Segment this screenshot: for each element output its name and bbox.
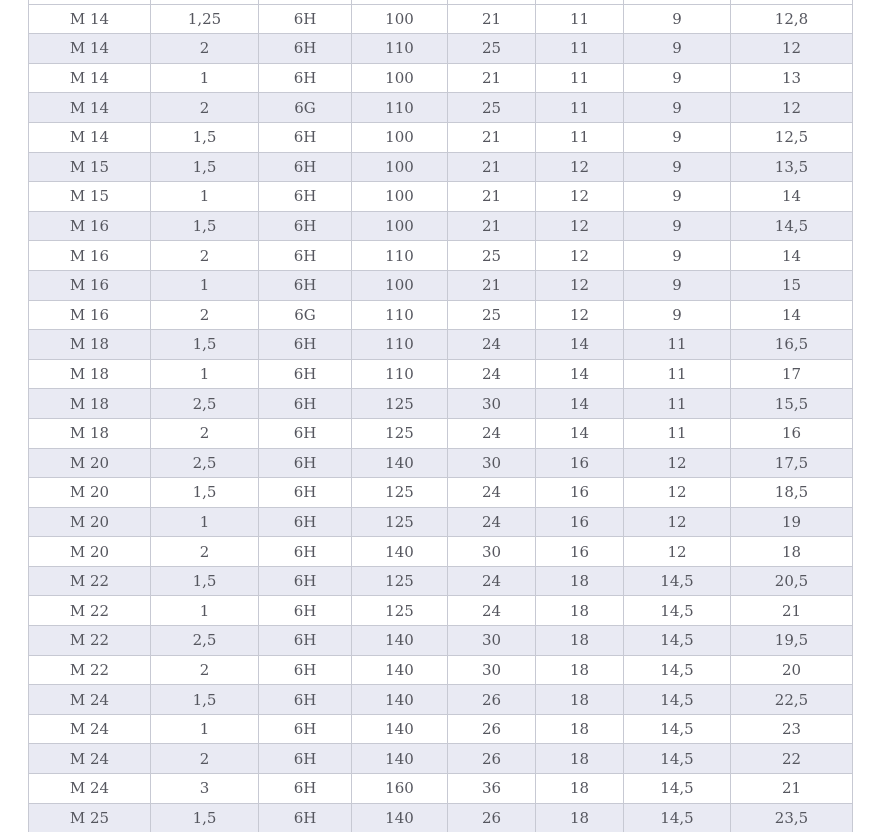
table-cell: M 16 [29, 270, 151, 300]
table-cell: 1 [151, 182, 259, 212]
table-cell: 9 [624, 63, 731, 93]
table-cell: 110 [352, 241, 448, 271]
table-cell: M 16 [29, 241, 151, 271]
table-cell: 13,5 [731, 152, 853, 182]
table-cell: 2,5 [151, 448, 259, 478]
table-cell: 6H [259, 211, 352, 241]
table-cell: 18 [536, 744, 624, 774]
table-cell: 6H [259, 182, 352, 212]
table-cell: 2 [151, 537, 259, 567]
table-cell: 14,5 [731, 211, 853, 241]
table-cell: 6H [259, 4, 352, 34]
table-cell: 26 [448, 744, 536, 774]
table-row [29, 300, 853, 330]
table-cell: 6H [259, 448, 352, 478]
table-cell: 15 [731, 270, 853, 300]
table-cell: 20,5 [731, 566, 853, 596]
table-cell: 6H [259, 626, 352, 656]
table-cell: 14,5 [624, 714, 731, 744]
table-row [29, 93, 853, 123]
table-cell: 24 [448, 507, 536, 537]
table-cell: M 14 [29, 93, 151, 123]
table-cell: 18 [536, 714, 624, 744]
table-cell: 1 [151, 63, 259, 93]
table-cell: 30 [448, 537, 536, 567]
table-cell: 12 [624, 537, 731, 567]
table-cell: 14,5 [624, 685, 731, 715]
table-cell: 19 [731, 507, 853, 537]
table-cell: 1 [151, 270, 259, 300]
table-cell: 9 [624, 211, 731, 241]
table-cell: 18 [731, 537, 853, 567]
table-cell: 100 [352, 211, 448, 241]
table-cell: 25 [448, 93, 536, 123]
table-cell: M 16 [29, 211, 151, 241]
table-cell: 2,5 [151, 626, 259, 656]
table-cell: 16 [536, 537, 624, 567]
table-cell: 11 [536, 122, 624, 152]
table-cell: M 20 [29, 537, 151, 567]
table-cell: M 24 [29, 714, 151, 744]
table-cell: 140 [352, 685, 448, 715]
table-cell: 6G [259, 300, 352, 330]
table-cell: M 24 [29, 744, 151, 774]
table-cell: 1,5 [151, 330, 259, 360]
table-row [29, 359, 853, 389]
table-cell: 1,5 [151, 566, 259, 596]
table-cell: 23 [731, 714, 853, 744]
table-cell: 100 [352, 270, 448, 300]
table-cell: 6H [259, 655, 352, 685]
table-cell: 11 [536, 63, 624, 93]
table-cell: 2 [151, 241, 259, 271]
table-cell: 18 [536, 596, 624, 626]
table-cell: 21 [448, 182, 536, 212]
table-cell: 140 [352, 448, 448, 478]
table-cell: 25 [448, 241, 536, 271]
table-cell: 12 [624, 448, 731, 478]
table-cell: 6H [259, 241, 352, 271]
table-cell: 14,5 [624, 626, 731, 656]
table-cell: 12 [536, 211, 624, 241]
table-row [29, 626, 853, 656]
table-cell: 21 [448, 211, 536, 241]
table-cell: 9 [624, 122, 731, 152]
table-cell: 125 [352, 478, 448, 508]
table-cell: 100 [352, 122, 448, 152]
table-cell: 6H [259, 330, 352, 360]
table-cell: 12 [731, 34, 853, 64]
table-cell: 140 [352, 803, 448, 832]
table-cell: 9 [624, 4, 731, 34]
table-cell: 6H [259, 537, 352, 567]
table-cell: 6H [259, 34, 352, 64]
table-cell: 1,5 [151, 211, 259, 241]
table-cell: 30 [448, 448, 536, 478]
table-cell: 14,5 [624, 803, 731, 832]
table-cell: M 22 [29, 566, 151, 596]
table-cell: 1 [151, 507, 259, 537]
table-cell: 22,5 [731, 685, 853, 715]
table-cell: 11 [536, 93, 624, 123]
table-cell: 125 [352, 596, 448, 626]
table-cell: M 14 [29, 34, 151, 64]
table-cell: M 20 [29, 448, 151, 478]
table-row [29, 34, 853, 64]
table-cell: 12,5 [731, 122, 853, 152]
table-cell: 9 [624, 241, 731, 271]
table-cell: 11 [536, 4, 624, 34]
table-cell: 6G [259, 93, 352, 123]
table-cell: 12 [536, 152, 624, 182]
table-cell: 14,5 [624, 774, 731, 804]
table-cell: 24 [448, 478, 536, 508]
table-row [29, 685, 853, 715]
table-cell: M 25 [29, 803, 151, 832]
table-cell: 18 [536, 566, 624, 596]
table-cell: 6H [259, 152, 352, 182]
table-row [29, 182, 853, 212]
table-cell: 110 [352, 330, 448, 360]
table-body [29, 0, 853, 832]
table-cell: 1 [151, 359, 259, 389]
table-cell: 14 [536, 330, 624, 360]
table-cell: 160 [352, 774, 448, 804]
table-cell: 1,25 [151, 4, 259, 34]
table-cell: 25 [448, 300, 536, 330]
table-cell: 24 [448, 359, 536, 389]
table-cell: M 15 [29, 152, 151, 182]
table-cell: 24 [448, 566, 536, 596]
table-cell: 21 [448, 4, 536, 34]
table-cell: 140 [352, 655, 448, 685]
table-cell: 17,5 [731, 448, 853, 478]
table-cell: 12 [731, 93, 853, 123]
table-cell: 14 [536, 359, 624, 389]
table-row [29, 389, 853, 419]
table-cell: 14 [731, 241, 853, 271]
table-cell: 6H [259, 122, 352, 152]
table-cell: 14 [731, 182, 853, 212]
table-cell: 6H [259, 359, 352, 389]
table-row [29, 803, 853, 832]
table-cell: 12 [536, 241, 624, 271]
table-cell: 6H [259, 389, 352, 419]
table-cell: 11 [536, 34, 624, 64]
table-cell: 26 [448, 685, 536, 715]
table-cell: 11 [624, 418, 731, 448]
table-cell: 6H [259, 478, 352, 508]
table-cell: 140 [352, 537, 448, 567]
table-cell: 21 [448, 63, 536, 93]
table-cell: 2,5 [151, 389, 259, 419]
table-cell: M 16 [29, 300, 151, 330]
table-cell: 23,5 [731, 803, 853, 832]
table-cell: 125 [352, 566, 448, 596]
table-cell: 2 [151, 300, 259, 330]
table-cell: 30 [448, 655, 536, 685]
table-row [29, 744, 853, 774]
table-cell: 20 [731, 655, 853, 685]
table-cell: 125 [352, 389, 448, 419]
table-cell: 110 [352, 359, 448, 389]
table-row [29, 478, 853, 508]
table-cell: 9 [624, 182, 731, 212]
table-cell: 140 [352, 744, 448, 774]
table-cell: M 18 [29, 359, 151, 389]
table-cell: M 18 [29, 330, 151, 360]
table-cell: 9 [624, 270, 731, 300]
table-cell: 16 [731, 418, 853, 448]
table-cell: M 22 [29, 655, 151, 685]
table-row [29, 537, 853, 567]
table-cell: 9 [624, 34, 731, 64]
table-cell: 18 [536, 655, 624, 685]
table-cell: 125 [352, 507, 448, 537]
table-cell: 22 [731, 744, 853, 774]
table-cell: 21 [448, 152, 536, 182]
table-row [29, 774, 853, 804]
table-cell: 26 [448, 714, 536, 744]
table-cell: 21 [448, 122, 536, 152]
table-cell: M 20 [29, 478, 151, 508]
table-cell: 6H [259, 566, 352, 596]
table-row [29, 418, 853, 448]
table-cell: M 24 [29, 685, 151, 715]
table-row [29, 507, 853, 537]
table-row [29, 566, 853, 596]
table-cell: 1,5 [151, 685, 259, 715]
table-cell: 2 [151, 655, 259, 685]
table-cell: 13 [731, 63, 853, 93]
table-cell: 2 [151, 34, 259, 64]
table-cell: 36 [448, 774, 536, 804]
table-cell: 1,5 [151, 122, 259, 152]
table-cell: 6H [259, 596, 352, 626]
table-cell: 1,5 [151, 152, 259, 182]
table-cell: 1 [151, 714, 259, 744]
table-cell: M 15 [29, 182, 151, 212]
table-cell: 14 [731, 300, 853, 330]
table-cell: 1 [151, 596, 259, 626]
table-cell: 30 [448, 389, 536, 419]
table-cell: 9 [624, 93, 731, 123]
table-cell: 25 [448, 34, 536, 64]
table-cell: M 20 [29, 507, 151, 537]
table-cell: 2 [151, 418, 259, 448]
table-cell: 1,5 [151, 478, 259, 508]
table-cell: 17 [731, 359, 853, 389]
table-cell: 100 [352, 4, 448, 34]
table-cell: 14 [536, 389, 624, 419]
table-cell: M 22 [29, 596, 151, 626]
table-row [29, 152, 853, 182]
table-cell: 24 [448, 330, 536, 360]
table-cell: 11 [624, 359, 731, 389]
table-cell: 18 [536, 774, 624, 804]
table-row [29, 448, 853, 478]
table-cell: M 18 [29, 418, 151, 448]
table-cell: 6H [259, 774, 352, 804]
table-cell: 6H [259, 507, 352, 537]
table-row [29, 596, 853, 626]
table-cell: 6H [259, 714, 352, 744]
table-row [29, 655, 853, 685]
table-cell: 2 [151, 93, 259, 123]
table-cell: 21 [731, 774, 853, 804]
table-cell: 12 [624, 507, 731, 537]
table-cell: 12 [536, 300, 624, 330]
table-cell: 12,8 [731, 4, 853, 34]
table-cell: 12 [536, 182, 624, 212]
table-cell: 24 [448, 418, 536, 448]
table-cell: M 14 [29, 122, 151, 152]
table-cell: 12 [624, 478, 731, 508]
table-cell: 110 [352, 300, 448, 330]
table-cell: 18 [536, 626, 624, 656]
dimensions-table [28, 0, 853, 832]
table-cell: 6H [259, 685, 352, 715]
table-cell: 11 [624, 389, 731, 419]
table-row [29, 211, 853, 241]
table-cell: 18,5 [731, 478, 853, 508]
table-row [29, 122, 853, 152]
table-cell: 1,5 [151, 803, 259, 832]
table-cell: 125 [352, 418, 448, 448]
table-cell: 3 [151, 774, 259, 804]
table-cell: 12 [536, 270, 624, 300]
table-cell: 6H [259, 63, 352, 93]
table-cell: 24 [448, 596, 536, 626]
table-cell: 21 [731, 596, 853, 626]
table-cell: 6H [259, 803, 352, 832]
table-cell: 110 [352, 93, 448, 123]
table-cell: M 22 [29, 626, 151, 656]
table-cell: 30 [448, 626, 536, 656]
table-cell: 26 [448, 803, 536, 832]
table-cell: M 14 [29, 63, 151, 93]
table-cell: 16,5 [731, 330, 853, 360]
table-cell: 14,5 [624, 655, 731, 685]
table-cell: M 14 [29, 4, 151, 34]
table-cell: 18 [536, 803, 624, 832]
table-cell: 11 [624, 330, 731, 360]
table-cell: 6H [259, 270, 352, 300]
table-row [29, 270, 853, 300]
table-row [29, 330, 853, 360]
table-cell: 15,5 [731, 389, 853, 419]
table-cell: 6H [259, 418, 352, 448]
table-cell: 14 [536, 418, 624, 448]
table-cell: 110 [352, 34, 448, 64]
table-cell: 19,5 [731, 626, 853, 656]
table-cell: 100 [352, 63, 448, 93]
table-cell: 9 [624, 152, 731, 182]
table-cell: M 18 [29, 389, 151, 419]
table-cell: M 24 [29, 774, 151, 804]
table-cell: 140 [352, 714, 448, 744]
table-cell: 100 [352, 182, 448, 212]
table-cell: 14,5 [624, 744, 731, 774]
table-cell: 140 [352, 626, 448, 656]
table-cell: 18 [536, 685, 624, 715]
table-cell: 2 [151, 744, 259, 774]
table-row [29, 241, 853, 271]
table-cell: 9 [624, 300, 731, 330]
table-cell: 16 [536, 507, 624, 537]
table-row [29, 714, 853, 744]
table-cell: 14,5 [624, 596, 731, 626]
table-cell: 100 [352, 152, 448, 182]
table-row [29, 63, 853, 93]
table-row [29, 4, 853, 34]
table-cell: 16 [536, 448, 624, 478]
table-cell: 21 [448, 270, 536, 300]
table-cell: 14,5 [624, 566, 731, 596]
table-cell: 16 [536, 478, 624, 508]
table-cell: 6H [259, 744, 352, 774]
